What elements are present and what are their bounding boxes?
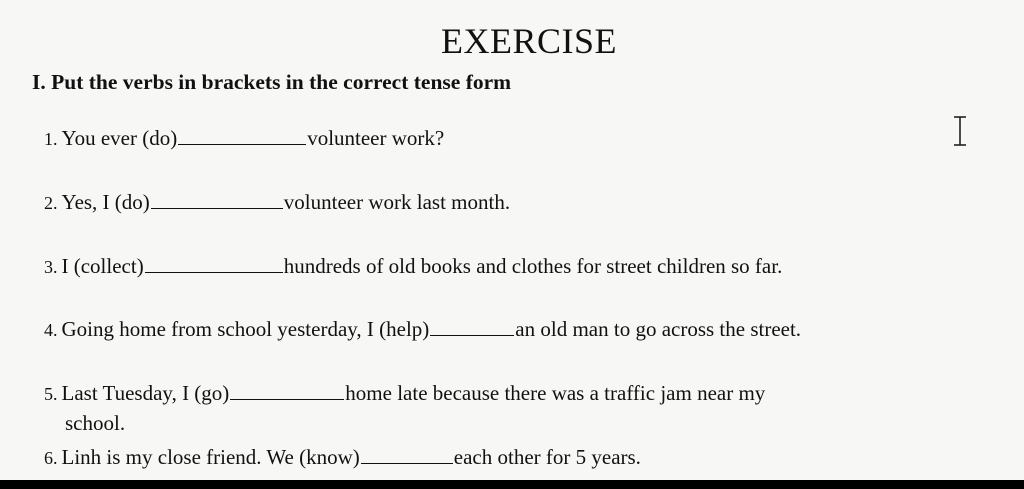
bottom-black-bar bbox=[0, 480, 1024, 489]
answer-blank[interactable] bbox=[151, 188, 283, 209]
exercise-item-1 bbox=[44, 124, 444, 152]
item-number: 4. bbox=[44, 320, 58, 340]
item-prompt: You ever (do) bbox=[61, 126, 178, 150]
answer-blank[interactable] bbox=[361, 443, 453, 464]
item-prompt: Going home from school yesterday, I (help) bbox=[61, 317, 430, 341]
item-prompt: Yes, I (do) bbox=[61, 190, 150, 214]
item-number: 3. bbox=[44, 257, 58, 277]
item-prompt: Last Tuesday, I (go) bbox=[61, 381, 230, 405]
item-number: 5. bbox=[44, 384, 58, 404]
item-continuation: volunteer work? bbox=[307, 126, 445, 150]
item-number: 6. bbox=[44, 448, 58, 468]
exercise-item-4 bbox=[44, 315, 801, 343]
answer-blank[interactable] bbox=[178, 124, 306, 145]
item-continuation: volunteer work last month. bbox=[283, 190, 511, 214]
answer-blank[interactable] bbox=[230, 379, 344, 400]
item-prompt: I (collect) bbox=[61, 254, 144, 278]
section-heading: I. Put the verbs in brackets in the correct tense form bbox=[32, 70, 512, 94]
page-title: EXERCISE bbox=[440, 21, 617, 61]
exercise-item-5-wrap: school. bbox=[65, 411, 126, 435]
answer-blank[interactable] bbox=[430, 315, 514, 336]
exercise-item-5 bbox=[44, 379, 765, 407]
item-continuation: each other for 5 years. bbox=[453, 445, 641, 469]
exercise-item-2 bbox=[44, 188, 510, 216]
item-continuation: hundreds of old books and clothes for street children so far. bbox=[283, 254, 783, 278]
item-continuation: an old man to go across the street. bbox=[515, 317, 802, 341]
text-cursor-icon bbox=[950, 115, 970, 147]
item-number: 2. bbox=[44, 193, 58, 213]
exercise-item-6 bbox=[44, 443, 641, 471]
item-continuation: home late because there was a traffic jam near my bbox=[345, 381, 766, 405]
exercise-item-3 bbox=[44, 252, 782, 280]
answer-blank[interactable] bbox=[145, 252, 283, 273]
item-number: 1. bbox=[44, 129, 58, 149]
item-prompt: Linh is my close friend. We (know) bbox=[61, 445, 360, 469]
